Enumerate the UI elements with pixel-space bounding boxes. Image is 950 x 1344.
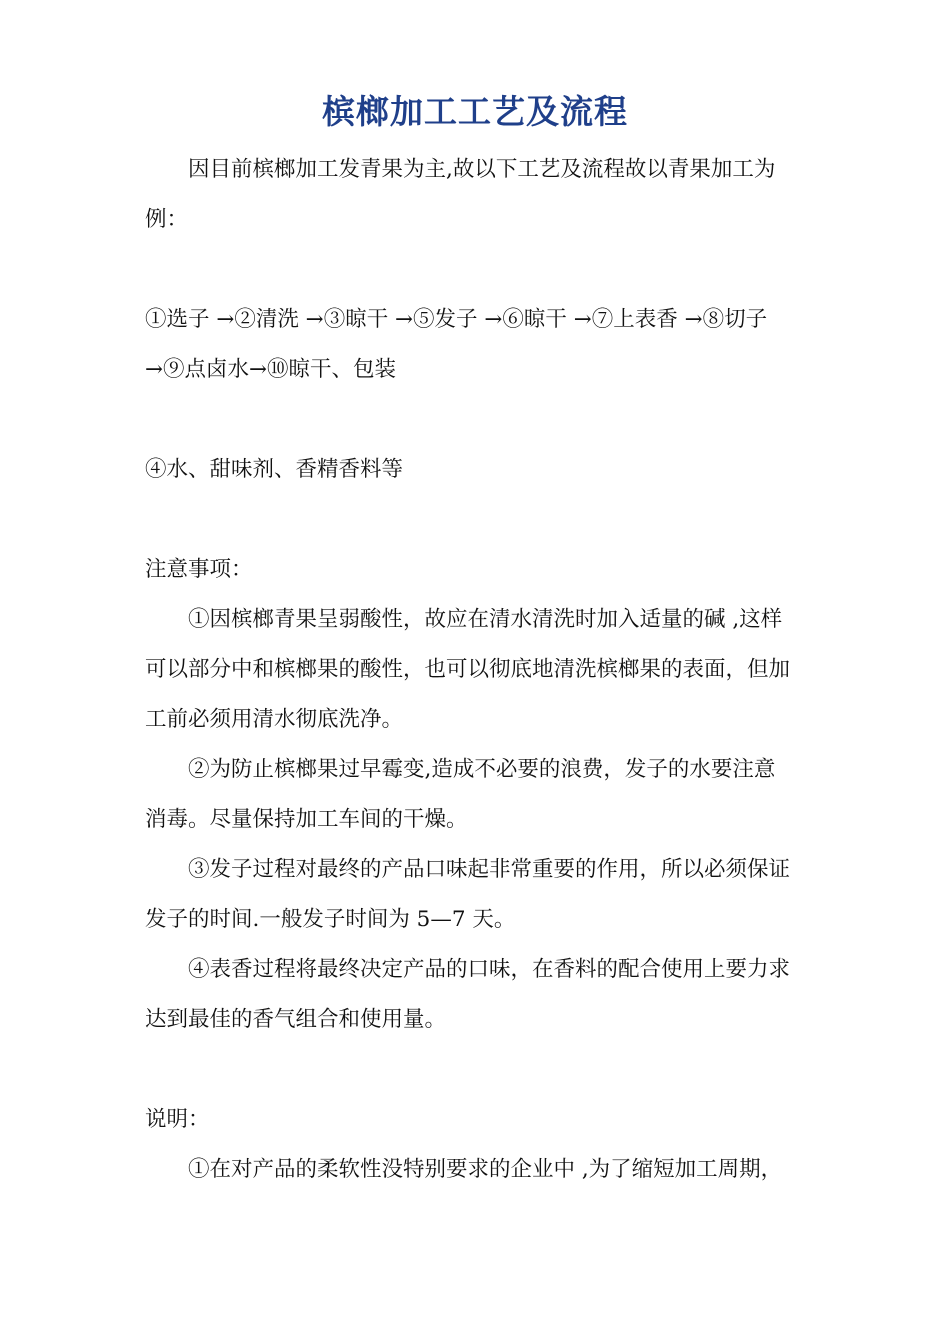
note-2-line-1: ②为防止槟榔果过早霉变,造成不必要的浪费，发子的水要注意 <box>188 757 776 782</box>
explanation-line-1: ①在对产品的柔软性没特别要求的企业中 ,为了缩短加工周期， <box>188 1157 783 1182</box>
process-flow-line-2: →⑨点卤水→⑩晾干、包装 <box>145 357 397 382</box>
note-2-line-2: 消毒。尽量保持加工车间的干燥。 <box>145 807 468 832</box>
note-1-line-1: ①因槟榔青果呈弱酸性，故应在清水清洗时加入适量的碱 ,这样 <box>188 607 783 632</box>
note-1-line-3: 工前必须用清水彻底洗净。 <box>145 707 404 732</box>
intro-line-1: 因目前槟榔加工发青果为主,故以下工艺及流程故以青果加工为 <box>188 157 776 182</box>
process-flow-line-1: ①选子 →②清洗 →③晾干 →⑤发子 →⑥晾干 →⑦上表香 →⑧切子 <box>145 307 768 332</box>
note-4-line-2: 达到最佳的香气组合和使用量。 <box>145 1007 447 1032</box>
document-title: 槟榔加工工艺及流程 <box>322 92 628 131</box>
note-4-line-1: ④表香过程将最终决定产品的口味，在香料的配合使用上要力求 <box>188 957 791 982</box>
note-3-line-2: 发子的时间.一般发子时间为 5—7 天。 <box>145 907 516 932</box>
ingredients-line: ④水、甜味剂、香精香料等 <box>145 457 404 482</box>
note-3-line-1: ③发子过程对最终的产品口味起非常重要的作用，所以必须保证 <box>188 857 791 882</box>
notes-heading: 注意事项： <box>145 557 253 582</box>
explanation-heading: 说明： <box>145 1107 210 1132</box>
note-1-line-2: 可以部分中和槟榔果的酸性，也可以彻底地清洗槟榔果的表面，但加 <box>145 657 791 682</box>
intro-line-2: 例： <box>145 207 189 232</box>
